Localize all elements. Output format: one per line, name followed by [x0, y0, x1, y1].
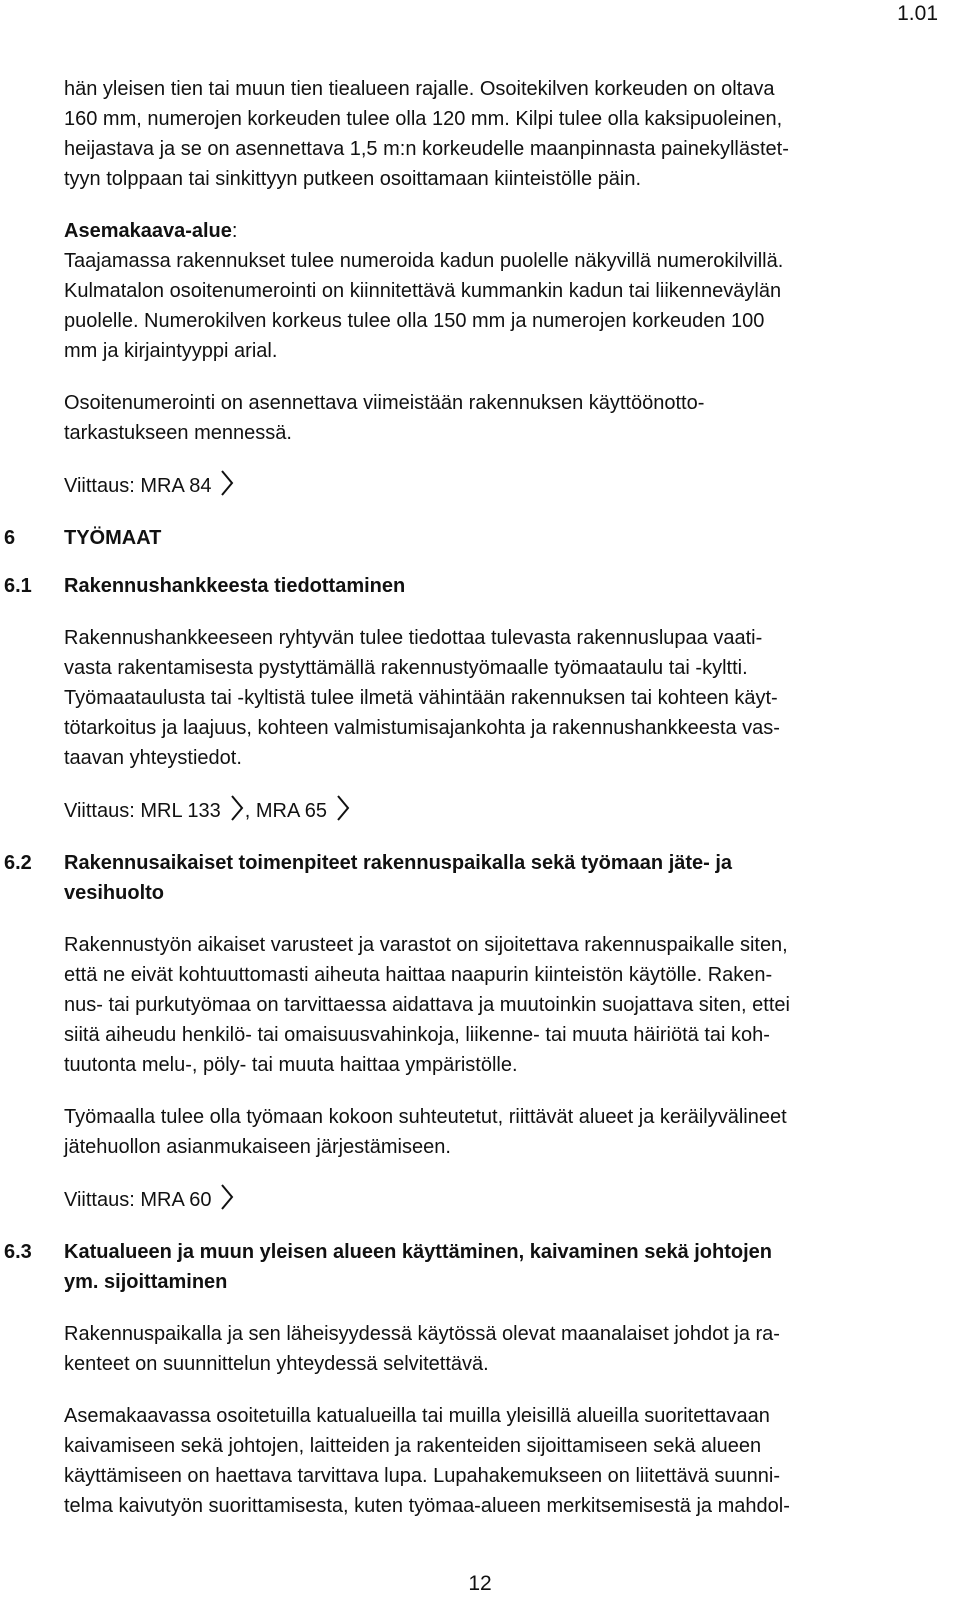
section-6-3-heading	[4, 1237, 952, 1297]
asemakaava-label: Asemakaava-alue	[64, 220, 232, 242]
asemakaava-heading	[64, 216, 952, 246]
text-line: kaivamiseen sekä johtojen, laitteiden ja rakenteiden sijoittamiseen sekä alueen	[64, 1435, 762, 1457]
section-number: 6.1	[4, 575, 32, 597]
s6-2-paragraph	[64, 930, 952, 1080]
section-6-heading	[4, 523, 952, 553]
text-line: Osoitenumerointi on asennettava viimeistään rakennuksen käyttöönotto-	[64, 392, 705, 414]
section-title-line: Rakennusaikaiset toimenpiteet rakennuspaikalla sekä työmaan jäte- ja	[64, 852, 733, 874]
text-line: telma kaivutyön suorittamisesta, kuten työmaa-alueen merkitsemisestä ja mahdol-	[64, 1495, 790, 1517]
asemakaava-colon: :	[231, 220, 238, 242]
reference-arrow-icon	[335, 795, 351, 830]
s6-3-paragraph-2	[64, 1401, 952, 1521]
page-code: 1.01	[897, 2, 938, 25]
reference-arrow-icon	[219, 1184, 235, 1219]
asemakaava-paragraph	[64, 216, 952, 366]
reference-arrow-icon	[219, 470, 235, 505]
text-line: nus- tai purkutyömaa on tarvittaessa aidattava ja muutoinkin suojattava siten, ettei	[64, 994, 790, 1016]
text-line: vasta rakentamisesta pystyttämällä rakennustyömaalle työmaataulu tai -kyltti.	[64, 657, 748, 679]
document-body	[4, 74, 952, 1521]
reference-line	[64, 795, 952, 830]
section-title: Rakennushankkeesta tiedottaminen	[64, 575, 406, 597]
section-title: TYÖMAAT	[64, 527, 162, 549]
reference-line	[64, 470, 952, 505]
text-line: Rakennushankkeeseen ryhtyvän tulee tiedottaa tulevasta rakennuslupaa vaati-	[64, 627, 763, 649]
text-line: Rakennuspaikalla ja sen läheisyydessä käytössä olevat maanalaiset johdot ja ra-	[64, 1323, 780, 1345]
s6-1-paragraph	[64, 623, 952, 773]
section-title-line: ym. sijoittaminen	[64, 1271, 228, 1293]
text-line: tötarkoitus ja laajuus, kohteen valmistumisajankohta ja rakennushankkeesta vas-	[64, 717, 780, 739]
section-6-1-heading	[4, 571, 952, 601]
text-line: 160 mm, numerojen korkeuden tulee olla 120 mm. Kilpi tulee olla kaksipuoleinen,	[64, 108, 783, 130]
text-line: kenteet on suunnittelun yhteydessä selvitettävä.	[64, 1353, 489, 1375]
section-title-line: vesihuolto	[64, 882, 165, 904]
reference-arrow-icon	[229, 795, 245, 830]
s6-3-paragraph	[64, 1319, 952, 1379]
section-number: 6	[4, 527, 16, 549]
page-number: 12	[468, 1572, 492, 1595]
section-number: 6.2	[4, 852, 32, 874]
text-line: Työmaataulusta tai -kyltistä tulee ilmetä vähintään rakennuksen tai kohteen käyt-	[64, 687, 778, 709]
reference-text: Viittaus: MRA 84	[64, 475, 212, 497]
text-line: siitä aiheudu henkilö- tai omaisuusvahinkoja, liikenne- tai muuta häiriötä tai koh-	[64, 1024, 770, 1046]
text-line: että ne eivät kohtuuttomasti aiheuta haittaa naapurin kiinteistön käytölle. Raken-	[64, 964, 773, 986]
text-line: heijastava ja se on asennettava 1,5 m:n korkeudelle maanpinnasta painekyllästet-	[64, 138, 789, 160]
reference-text: Viittaus: MRL 133	[64, 800, 221, 822]
intro-paragraph	[64, 74, 952, 194]
text-line: tyyn tolppaan tai sinkittyyn putkeen osoittamaan kiinteistölle päin.	[64, 168, 642, 190]
text-line: tarkastukseen mennessä.	[64, 422, 292, 444]
text-line: hän yleisen tien tai muun tien tiealueen rajalle. Osoitekilven korkeuden on oltava	[64, 78, 775, 100]
text-line: taavan yhteystiedot.	[64, 747, 242, 769]
text-line: Asemakaavassa osoitetuilla katualueilla tai muilla yleisillä alueilla suoritettavaan	[64, 1405, 770, 1427]
text-line: tuutonta melu-, pöly- tai muuta haittaa ympäristölle.	[64, 1054, 518, 1076]
text-line: Kulmatalon osoitenumerointi on kiinnitettävä kummankin kadun tai liikenneväylän	[64, 280, 782, 302]
asemakaava-paragraph-2	[64, 388, 952, 448]
reference-line	[64, 1184, 952, 1219]
section-title-line: Katualueen ja muun yleisen alueen käyttäminen, kaivaminen sekä johtojen	[64, 1241, 773, 1263]
text-line: Taajamassa rakennukset tulee numeroida kadun puolelle näkyvillä numerokilvillä.	[64, 250, 784, 272]
text-line: Työmaalla tulee olla työmaan kokoon suhteutetut, riittävät alueet ja keräilyvälineet	[64, 1106, 787, 1128]
text-line: jätehuollon asianmukaiseen järjestämiseen.	[64, 1136, 451, 1158]
section-number: 6.3	[4, 1241, 32, 1263]
text-line: käyttämiseen on haettava tarvittava lupa. Lupahakemukseen on liitettävä suunni-	[64, 1465, 780, 1487]
section-6-2-heading	[4, 848, 952, 908]
reference-text: , MRA 65	[244, 800, 328, 822]
text-line: puolelle. Numerokilven korkeus tulee olla 150 mm ja numerojen korkeuden 100	[64, 310, 765, 332]
text-line: Rakennustyön aikaiset varusteet ja varastot on sijoitettava rakennuspaikalle siten,	[64, 934, 788, 956]
s6-2-paragraph-2	[64, 1102, 952, 1162]
reference-text: Viittaus: MRA 60	[64, 1189, 212, 1211]
text-line: mm ja kirjaintyyppi arial.	[64, 340, 278, 362]
